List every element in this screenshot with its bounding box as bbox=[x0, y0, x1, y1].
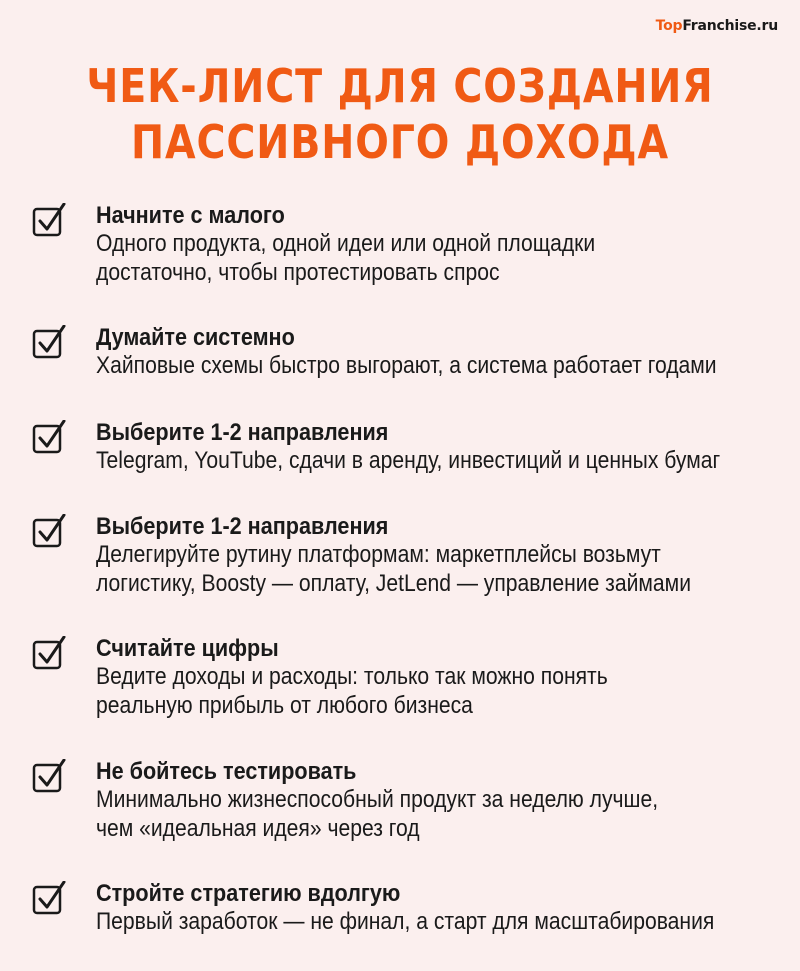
checklist-item-title: Не бойтесь тестировать bbox=[96, 758, 357, 785]
checkbox-checked-icon bbox=[32, 881, 66, 915]
brand-logo-part1: Top bbox=[655, 18, 683, 34]
checklist-item-description bbox=[96, 785, 765, 843]
checkbox-checked-icon bbox=[32, 325, 66, 359]
checklist-item-description bbox=[96, 229, 765, 287]
description-line: Одного продукта, одной идеи или одной площадки bbox=[96, 230, 596, 257]
checkbox-checked-icon bbox=[32, 514, 66, 548]
description-line: логистику, Boosty — оплату, JetLend — управление займами bbox=[96, 570, 691, 597]
description-line: Делегируйте рутину платформам: маркетплейсы возьмут bbox=[96, 541, 661, 568]
brand-logo bbox=[656, 18, 778, 34]
checkbox-checked-icon bbox=[32, 203, 66, 237]
page-title bbox=[56, 58, 744, 170]
checklist-item-title: Начните с малого bbox=[96, 202, 285, 229]
description-line: чем «идеальная идея» через год bbox=[96, 815, 420, 842]
checklist-item-description bbox=[96, 351, 765, 380]
checklist-item-title: Стройте стратегию вдолгую bbox=[96, 880, 401, 907]
page-title-line2: ПАССИВНОГО ДОХОДА bbox=[131, 115, 669, 169]
checklist-item-description bbox=[96, 662, 765, 720]
checklist-item-title: Думайте системно bbox=[96, 324, 295, 351]
description-line: Telegram, YouTube, сдачи в аренду, инвестиций и ценных бумаг bbox=[96, 447, 721, 474]
page-title-line1: ЧЕК-ЛИСТ ДЛЯ СОЗДАНИЯ bbox=[86, 59, 714, 113]
description-line: реальную прибыль от любого бизнеса bbox=[96, 692, 473, 719]
checklist-item-description bbox=[96, 540, 765, 598]
brand-logo-part2: Franchise.ru bbox=[682, 18, 778, 34]
checkbox-checked-icon bbox=[32, 636, 66, 670]
checklist-item-description bbox=[96, 446, 765, 475]
checklist-item-title: Считайте цифры bbox=[96, 635, 279, 662]
checkbox-checked-icon bbox=[32, 759, 66, 793]
description-line: Первый заработок — не финал, а старт для масштабирования bbox=[96, 908, 715, 935]
description-line: Хайповые схемы быстро выгорают, а система работает годами bbox=[96, 352, 717, 379]
description-line: достаточно, чтобы протестировать спрос bbox=[96, 259, 500, 286]
checklist-item-description bbox=[96, 907, 765, 936]
description-line: Ведите доходы и расходы: только так можно понять bbox=[96, 663, 608, 690]
checkbox-checked-icon bbox=[32, 420, 66, 454]
description-line: Минимально жизнеспособный продукт за неделю лучше, bbox=[96, 786, 659, 813]
checklist-item-title: Выберите 1-2 направления bbox=[96, 419, 389, 446]
checklist-item-title: Выберите 1-2 направления bbox=[96, 513, 389, 540]
